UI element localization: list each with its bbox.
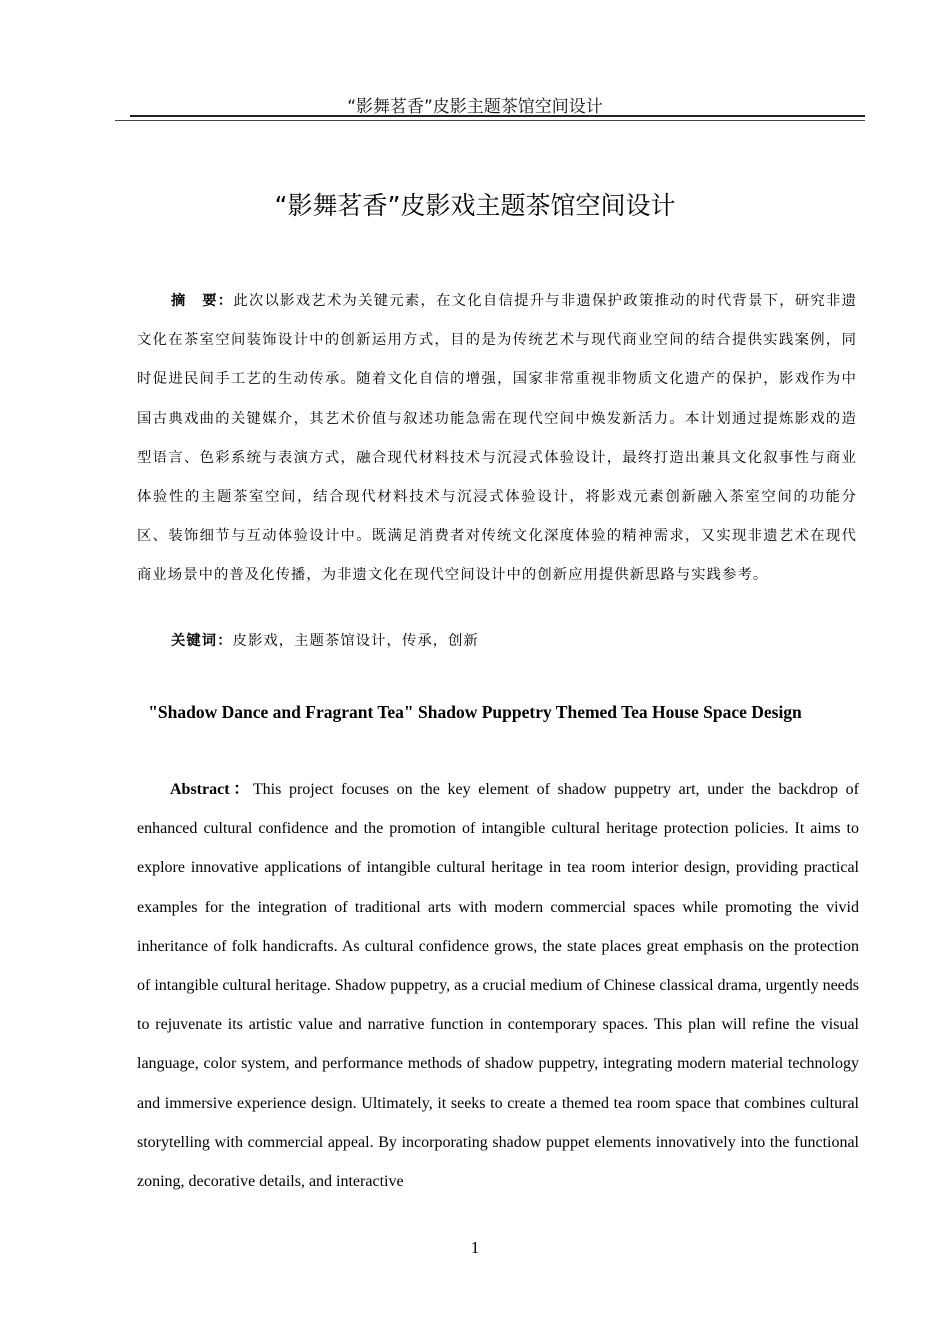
page-number: 1	[470, 1238, 480, 1257]
chinese-keywords	[137, 622, 857, 661]
chinese-keywords-label: 关键词：	[171, 633, 233, 649]
chinese-keywords-text: 皮影戏，主题茶馆设计，传承，创新	[232, 633, 479, 649]
chinese-abstract-label: 摘 要：	[171, 293, 234, 309]
chinese-abstract-text: 此次以影戏艺术为关键元素，在文化自信提升与非遗保护政策推动的时代背景下，研究非遗文化在茶室空间装饰设计中的创新运用方式，目的是为传统艺术与现代商业空间的结合提供实践案例，同时促进民间手工艺的生动传承。随着文化自信的增强，国家非常重视非物质文化遗产的保护，影戏作为中国古典戏曲的关键媒介，其艺术价值与叙述功能急需在现代空间中焕发新活力。本计划通过提炼影戏的造型语言、色彩系统与表演方式，融合现代材料技术与沉浸式体验设计，最终打造出兼具文化叙事性与商业体验性的主题茶室空间，结合现代材料技术与沉浸式体验设计，将影戏元素创新融入茶室空间的功能分区、装饰细节与互动体验设计中。既满足消费者对传统文化深度体验的精神需求，又实现非遗艺术在现代商业场景中的普及化传播，为非遗文化在现代空间设计中的创新应用提供新思路与实践参考。	[137, 293, 857, 584]
english-title: "Shadow Dance and Fragrant Tea" Shadow Puppetry Themed Tea House Space Design	[148, 702, 802, 722]
english-abstract-label: Abstract：	[170, 781, 253, 798]
chinese-abstract	[137, 282, 857, 596]
english-abstract-text: This project focuses on the key element of shadow puppetry art, under the backdrop of enhanced cultural confidence and the promotion of intangible cultural heritage protection policies. It aims to explore innovative applications of intangible cultural heritage in tea room interior design, providing practical examples for the integration of traditional arts with modern commercial spaces while promoting the vivid inheritance of folk handicrafts. As cultural confidence grows, the state places great emphasis on the protection of intangible cultural heritage. Shadow puppetry, as a crucial medium of Chinese classical drama, urgently needs to rejuvenate its artistic value and narrative function in contemporary spaces. This plan will refine the visual language, color system, and performance methods of shadow puppetry, integrating modern material technology and immersive experience design. Ultimately, it seeks to create a themed tea room space that combines cultural storytelling with commercial appeal. By incorporating shadow puppet elements innovatively into the functional zoning, decorative details, and interactive	[137, 781, 859, 1191]
header-rule	[130, 115, 865, 117]
header-rule-secondary	[115, 120, 865, 121]
running-header: “影舞茗香”皮影主题茶馆空间设计	[347, 97, 603, 117]
english-abstract	[137, 770, 859, 1201]
page-title: “影舞茗香”皮影戏主题茶馆空间设计	[274, 191, 676, 220]
